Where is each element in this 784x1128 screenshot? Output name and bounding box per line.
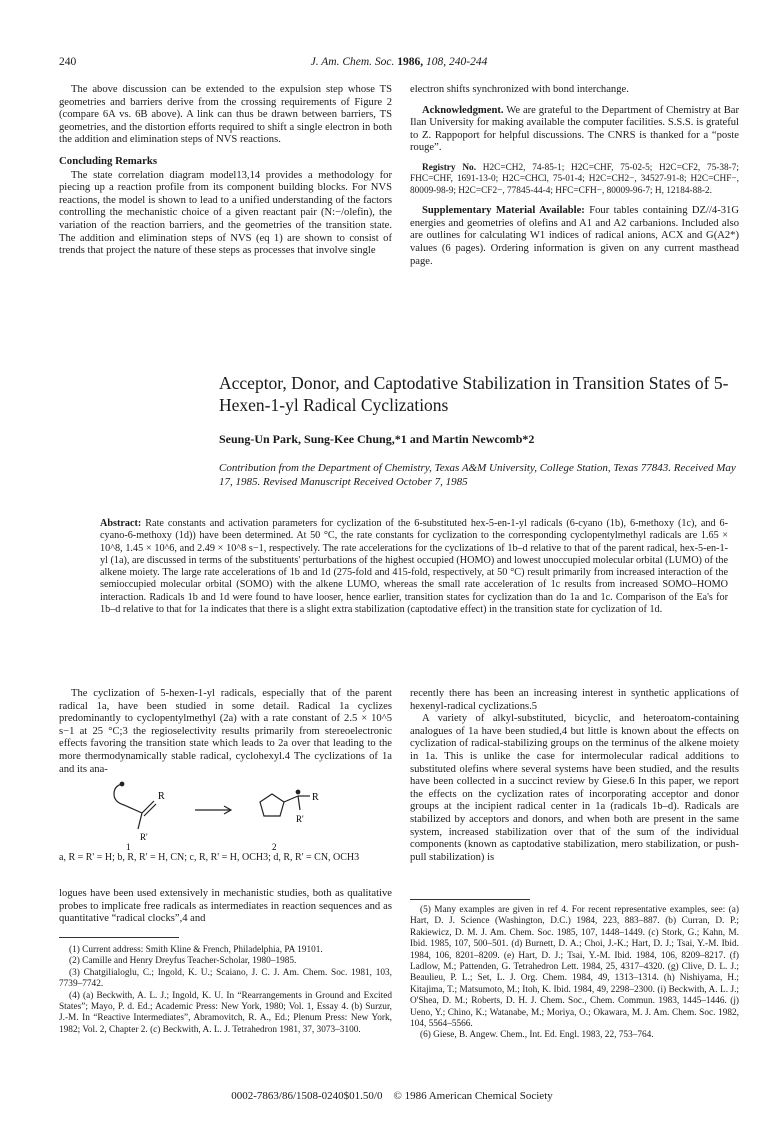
body-right-column xyxy=(410,688,739,864)
copyright: © 1986 American Chemical Society xyxy=(393,1090,553,1102)
footnotes-left xyxy=(59,945,392,1036)
section-heading: Concluding Remarks xyxy=(59,154,158,167)
compound-label-1: 1 xyxy=(126,842,131,852)
footnote: (3) Chatgilialoglu, C.; Ingold, K. U.; Scaiano, J. C. J. Am. Chem. Soc. 1981, 103, 7739–7742. xyxy=(59,967,392,990)
scheme-1a-to-2 xyxy=(100,772,360,852)
page-footer xyxy=(0,1090,784,1102)
substituent-rprime-label: R' xyxy=(296,814,304,824)
page-number: 240 xyxy=(59,56,77,68)
supplementary-material: Supplementary Material Available: Four tables containing DZ//4-31G energies and geometries of olefins and A1 and A2 carbanions. Included also are outlines for calculating W1 indices of radical anions, ACX and G(A2*) values (6 pages). Ordering information is given on any current masthead page. xyxy=(410,205,739,267)
body-paragraph: electron shifts synchronized with bond interchange. xyxy=(410,84,629,95)
footnote: (2) Camille and Henry Dreyfus Teacher-Scholar, 1980–1985. xyxy=(69,956,297,967)
body-paragraph: The above discussion can be extended to the expulsion step whose TS geometries and barriers derive from the crossing requirements of Figure 2 (compare 6A vs. 6B above). A link can thus be drawn between barriers, TS geometries, and the distortion efforts required to shift a single electron in both the addition and elimination steps of NVS reactions. xyxy=(59,84,392,146)
footnote: (5) Many examples are given in ref 4. For recent representative examples, see: (a) Hart, D. J. Science (Washington, D.C.) 1984, 223, 883–887. (b) Curran, D. P.; Rakiewicz, D. M. J. Am. Chem. Soc. 1985, 107, 1448–1449. (c) Stork, G.; Kahn, M. Ibid. 1985, 107, 500–501. (d) Burnett, D. A.; Choi, J.-K.; Hart, D. J.; Tsai, Y.-M. Ibid. 1984, 106, 8201–8209. (e) Hart, D. J.; Tsai, Y.-M. Ibid. 1984, 106, 8209–8217. (f) Ladlow, M.; Pattenden, G. Tetrahedron Lett. 1984, 25, 4317–4320. (g) Clive, D. L. J.; Beaulieu, P. L.; Set, L. J. Org. Chem. 1984, 49, 1313–1314. (h) Nishiyama, H.; Kitajima, T.; Matsumoto, M.; Itoh, K. Ibid. 1984, 49, 2298–2300. (i) Beckwith, A. L. J.; O'Shea, D. M.; Roberts, D. H. J. Chem. Soc., Chem. Commun. 1983, 1445–1446. (j) Ueno, Y.; Chino, K.; Watanabe, M.; Moriya, O.; Okawara, M. J. Am. Chem. Soc. 1982, 104, 5564–5566. xyxy=(410,905,739,1030)
article-authors: Seung-Un Park, Sung-Kee Chung,*1 and Martin Newcomb*2 xyxy=(219,432,535,446)
footnote-divider xyxy=(59,937,179,938)
footnote: (4) (a) Beckwith, A. L. J.; Ingold, K. U. In “Rearrangements in Ground and Excited States”; Mayo, P. d. Ed.; Academic Press: New York, 1980; Vol. 1, Essay 4. (b) Surzur, J.-M. In “Reactive Intermediates”, Abramovitch, R. A., Ed.; Plenum Press: New York, 1982; Vol. 2, Chapter 2. (c) Beckwith, A. L. J. Tetrahedron 1981, 37, 3073–3100. xyxy=(59,990,392,1035)
acknowledgment: Acknowledgment. We are grateful to the Department of Chemistry at Bar Ilan University for making available the computer facilities. S.S.S. is grateful to Z. Rappoport for helpful discussions. The CNRS is thanked for a “poste rouge”. xyxy=(410,104,739,154)
prev-article-right-column xyxy=(410,84,739,268)
article-title: Acceptor, Donor, and Captodative Stabilization in Transition States of 5-Hexen-1-yl Radical Cyclizations xyxy=(219,373,729,415)
reaction-scheme-drawing xyxy=(100,772,360,852)
body-paragraph: The state correlation diagram model13,14 provides a methodology for piecing up a reaction profile from its component building blocks. For NVS reactions, the model is shown to lead to a unified understanding of the factors controlling the mechanistic choice of a given reactant pair (N:−/olefin), the variation of the reaction barriers, and the geometries of the transition state. The addition and elimination steps of NVS (eq 1) are shown to consist of trends that project the nature of these steps as processes that involve single xyxy=(59,169,392,257)
substituent-r-label: R xyxy=(158,791,165,802)
substituent-r-label: R xyxy=(312,792,319,803)
reaction-arrow-icon xyxy=(195,806,231,814)
journal-citation: J. Am. Chem. Soc. 1986, 108, 240-244 xyxy=(310,56,488,68)
abstract: Abstract: Rate constants and activation parameters for cyclization of the 6-substituted hex-5-en-1-yl radicals (6-cyano (1b), 6-methoxy (1c), and 6-cyano-6-methoxy (1d)) have been determined. At 50 °C, the rate constants for cyclization to the corresponding cyclopentylmethyl radicals are 1.65 × 10^8, 1.45 × 10^6, and 2.49 × 10^8 s−1, respectively. The rate accelerations for the cyclizations of 1b–d relative to that of the parent radical, hex-5-en-1-yl (1a), are discussed in terms of the substituents' perturbations of the highest occupied (HOMO) and lowest unoccupied molecular orbital (LUMO) of the alkene moiety. The large rate accelerations of 1b and 1d (275-fold and 415-fold, respectively, at 50 °C) result primarily from increased interaction of the semioccupied molecular orbital (SOMO) with the alkene LUMO, whereas the small rate acceleration of 1c results from increased SOMO–HOMO interaction. Radicals 1b and 1d were found to have looser, hence earlier, transition states for cyclization than do 1a and 1c. Comparison of the Ea's for 1b–d relative to that for 1a indicates that there is a slight extra stabilization (captodative effect) in the transition state for cyclization of 1d. xyxy=(100,518,729,616)
body-left-column xyxy=(59,688,392,776)
footnote: (1) Current address: Smith Kline & French, Philadelphia, PA 19101. xyxy=(69,945,323,955)
body-paragraph: recently there has been an increasing interest in synthetic applications of hexenyl-radical cyclizations.5 xyxy=(410,688,739,712)
article-code: 0002-7863/86/1508-0240$01.50/0 xyxy=(231,1090,383,1102)
radical-2-structure xyxy=(260,790,310,816)
compound-label-2: 2 xyxy=(272,842,277,852)
body-paragraph: The cyclization of 5-hexen-1-yl radicals, especially that of the parent radical 1a, have been studied in some detail. Radical 1a cyclizes predominantly to cyclopentylmethyl (2a) with a rate constant of 2.5 × 10^5 s−1 at 25 °C;3 the regioselectivity results primarily from stereoelectronic effects favoring the transition state which leads to 2a over that leading to the more thermodynamically stable radical, cyclohexyl.4 The cyclizations of 1a and its ana- xyxy=(59,688,392,775)
registry-numbers: Registry No. H2C=CH2, 74-85-1; H2C=CHF, 75-02-5; H2C=CF2, 75-38-7; FHC=CHF, 1691-13-0; H2C=CHCl, 75-01-4; H2C=CH2−, 34527-91-8; H2C=CHF−, 80009-98-9; H2C=CF2−, 77845-44-4; HFC=CFH−, 80009-96-7; H, 12184-88-2. xyxy=(410,162,739,196)
prev-article-left-column xyxy=(59,84,392,258)
footnote-divider xyxy=(410,899,530,900)
body-left-column-cont xyxy=(59,888,392,926)
radical-1-structure xyxy=(114,782,156,829)
body-paragraph: A variety of alkyl-substituted, bicyclic, and heteroatom-containing analogues of 1a have been studied,4 but little is known about the effects on cyclization of radical-stabilizing groups on the terminus of the alkene moiety in 1a. This is unlike the case for intermolecular radical additions to substituted olefins where several systems have been studied, and the results have been collected in a succinct review by Giese.6 In this paper, we report the effects on the cyclization rates of incorporating acceptor and donor groups at the incipient radical center in 1a (radicals 1b–d). Radicals are stabilized by acceptors and donors, and when both are present in the same system, increased stabilization over that of the sum of the individual components (known as captodative stabilization, mero stabilization, or push-pull stabilization) is xyxy=(410,713,739,863)
body-paragraph: logues have been used extensively in mechanistic studies, both as qualitative probes to implicate free radicals as intermediates in reaction sequences and as quantitative “radical clocks”,4 and xyxy=(59,888,392,925)
scheme-caption: a, R = R' = H; b, R, R' = H, CN; c, R, R' = H, OCH3; d, R, R' = CN, OCH3 xyxy=(59,852,360,863)
radical-dot-icon xyxy=(296,790,300,794)
footnote: (6) Giese, B. Angew. Chem., Int. Ed. Engl. 1983, 22, 753–764. xyxy=(420,1030,654,1041)
radical-dot-icon xyxy=(120,782,124,786)
running-header xyxy=(59,56,739,74)
article-affiliation: Contribution from the Department of Chemistry, Texas A&M University, College Station, Texas 77843. Received May 17, 1985. Revised Manuscript Received October 7, 1985 xyxy=(219,462,736,488)
footnotes-right xyxy=(410,905,739,1042)
substituent-rprime-label: R' xyxy=(140,832,148,842)
